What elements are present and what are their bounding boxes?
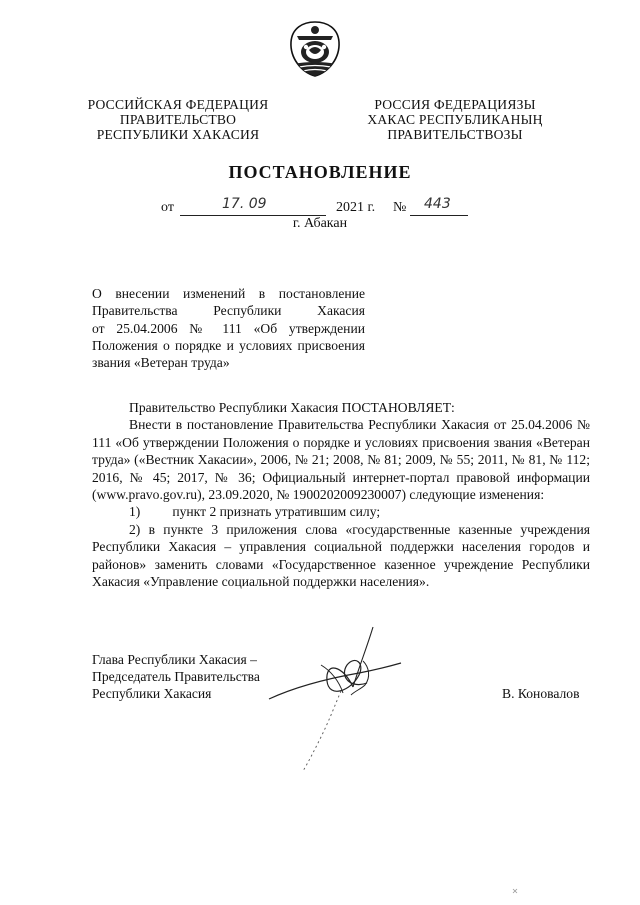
header-right-line: РОССИЯ ФЕДЕРАЦИЯЗЫ bbox=[374, 97, 536, 112]
coat-of-arms-icon bbox=[287, 20, 343, 78]
subject-line: О внесении изменений в постановление bbox=[92, 286, 365, 301]
subject-line: Положения о порядке и условиях присвоения bbox=[92, 337, 365, 353]
header-right bbox=[360, 97, 550, 142]
scan-mark-icon bbox=[512, 888, 518, 894]
date-prefix: от bbox=[161, 200, 174, 215]
signatory-title-line: Глава Республики Хакасия – bbox=[92, 652, 257, 667]
document-body bbox=[92, 399, 590, 590]
city: г. Абакан bbox=[292, 216, 348, 231]
signatory-title bbox=[92, 651, 260, 703]
list-item bbox=[92, 503, 590, 520]
item-number: 1) bbox=[129, 504, 141, 520]
subject-line: от 25.04.2006 № 111 «Об утверждении bbox=[92, 320, 365, 336]
date-number-line bbox=[0, 196, 640, 217]
header-right-line: ПРАВИТЕЛЬСТВОЗЫ bbox=[387, 127, 523, 142]
header-left bbox=[84, 97, 272, 142]
number-handwritten: 443 bbox=[424, 196, 451, 212]
subject-line: Правительства Республики Хакасия bbox=[92, 303, 365, 319]
signatory-title-line: Председатель Правительства bbox=[92, 669, 260, 685]
subject-block bbox=[92, 285, 365, 371]
item-text: пункт 2 признать утратившим силу; bbox=[172, 504, 381, 520]
header-left-line: ПРАВИТЕЛЬСТВО bbox=[119, 112, 237, 127]
header-left-line: РОССИЙСКАЯ ФЕДЕРАЦИЯ bbox=[87, 97, 269, 112]
signatory-name: В. Коновалов bbox=[502, 686, 580, 701]
paragraph-intro: Внести в постановление Правительства Республики Хакасия от 25.04.2006 № 111 «Об утверждении Положения о порядке и условиях присвоения звания «Ветеран труда» («Вестник Хакасии», 2006, № 21; 2008, № 81; 2009, № 55; 2011, № 81, № 112; 2016, № 45; 2017, № 36; Официальный интернет-портал правовой информации (www.pravo.gov.ru), 23.09.2020, № 1900202009230007) следующие изменения: bbox=[92, 417, 590, 503]
signature-icon bbox=[255, 625, 405, 775]
signatory-title-line: Республики Хакасия bbox=[92, 686, 212, 702]
list-item: 2) в пункте 3 приложения слова «государственные казенные учреждения Республики Хакасия – управления социальной поддержки населения городов и районов» заменить словами «Государственное казенное учреждение Республики Хакасия «Управление социальной поддержки населения». bbox=[92, 521, 590, 590]
header-left-line: РЕСПУБЛИКИ ХАКАСИЯ bbox=[96, 127, 260, 142]
header-right-line: ХАКАС РЕСПУБЛИКАНЫҢ bbox=[367, 112, 543, 127]
subject-line: звания «Ветеран труда» bbox=[92, 355, 230, 371]
year-label: 2021 г. bbox=[336, 200, 376, 215]
number-label: № bbox=[393, 200, 407, 215]
decree-statement: Правительство Республики Хакасия ПОСТАНОВЛЯЕТ: bbox=[129, 400, 455, 415]
document-title: ПОСТАНОВЛЕНИЕ bbox=[228, 162, 412, 182]
date-handwritten: 17. 09 bbox=[222, 196, 267, 212]
